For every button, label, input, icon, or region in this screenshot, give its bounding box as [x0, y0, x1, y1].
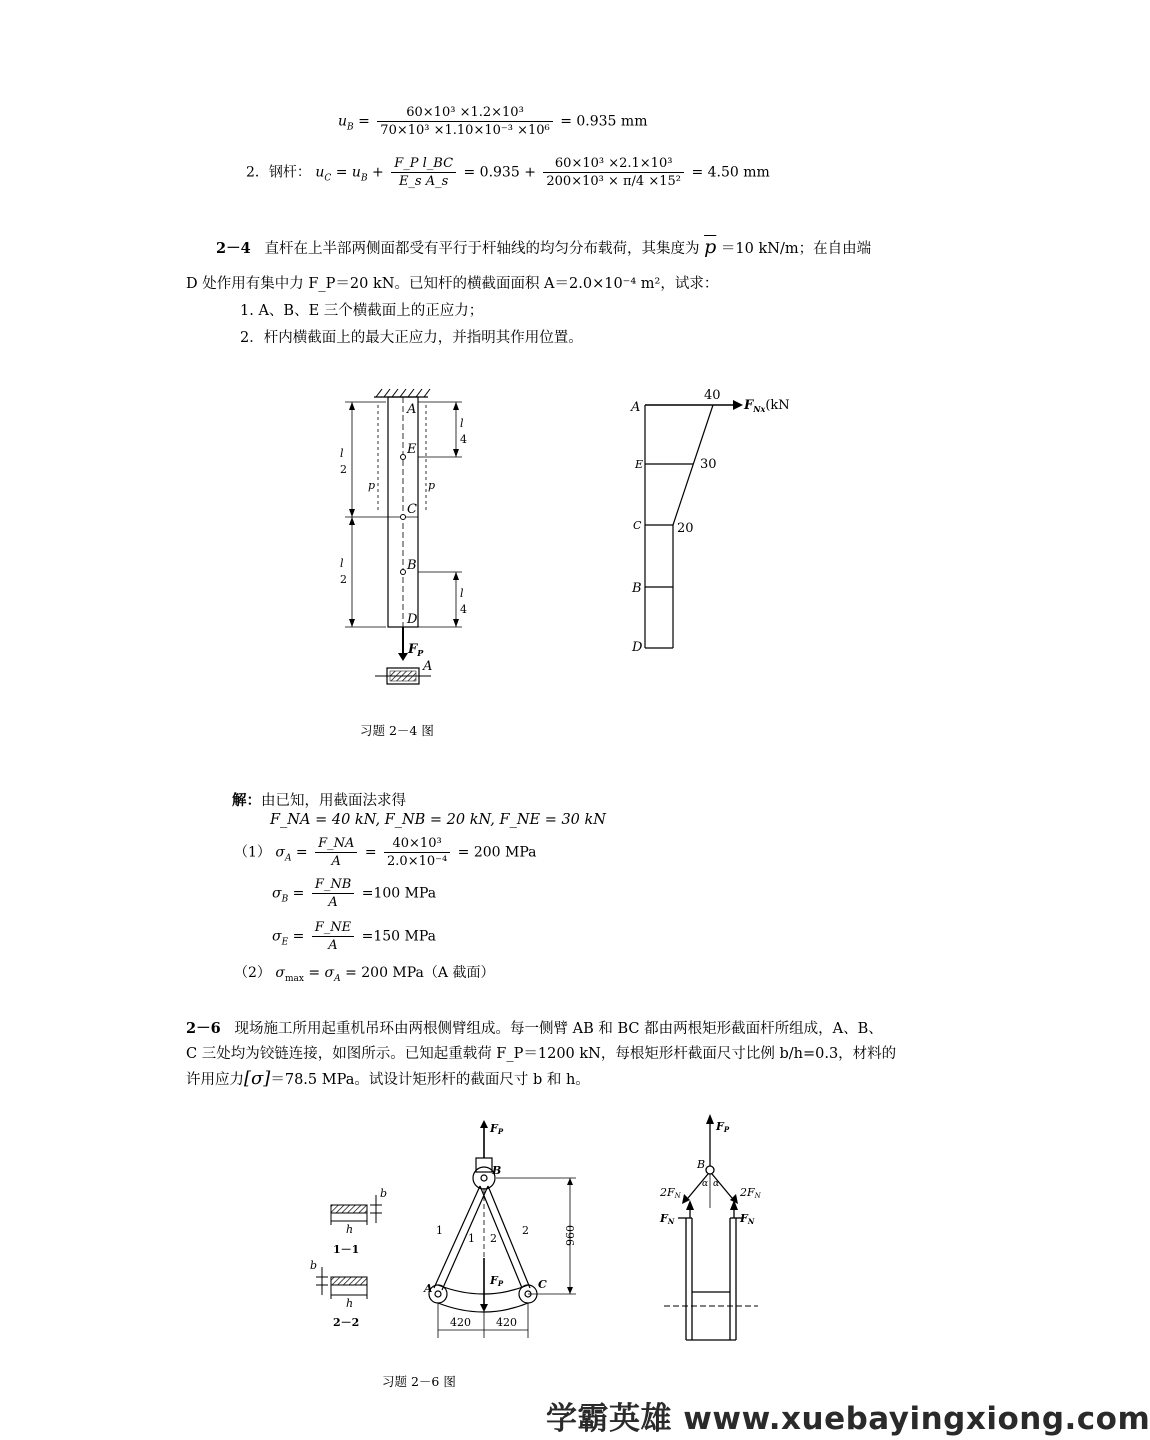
problem-2-6-line2: C 三处均为铰链连接，如图所示。已知起重载荷 F_P＝1200 kN，每根矩形杆截面尺寸比例 b/h=0.3，材料的 [186, 1046, 897, 1062]
uC-fraction-2 [543, 155, 684, 190]
sigmaA-frac1 [315, 835, 357, 870]
fb-FN-left: FN [660, 1212, 675, 1226]
sigma-max-eq [234, 962, 494, 984]
figure-2-6-freebody [650, 1112, 780, 1362]
uC-result: = 4.50 mm [691, 164, 770, 181]
fig24-l-right-bottom: l [460, 587, 464, 600]
p-value: ＝10 kN/m；在自由端 [720, 241, 872, 257]
crane-A: A [424, 1282, 433, 1295]
problem-2-4-q1: 1. A、B、E 三个横截面上的正应力； [240, 303, 484, 319]
fig24-label-C: C [407, 502, 417, 517]
solution-forces: F_NA = 40 kN, F_NB = 20 kN, F_NE = 30 kN [270, 812, 606, 828]
uB-fraction [377, 104, 552, 139]
uC-mid-sub: B [360, 173, 368, 184]
problem-2-6-line1 [186, 1020, 883, 1038]
uB-result: = 0.935 mm [560, 113, 648, 130]
crane-FP-top: FP [490, 1122, 504, 1136]
sigmaA-lhs: σ [275, 844, 285, 861]
watermark: 学霸英雄 www.xuebayingxiong.com [546, 1401, 1150, 1437]
problem-2-4-line1 [216, 238, 871, 258]
axial-axis-label: $F_{Nx}(kN$ [744, 398, 790, 414]
fb-2FN-left: 2FN [660, 1186, 681, 1200]
fig24-2-upper: 2 [340, 463, 347, 476]
sigmaB-sub: B [281, 894, 289, 905]
uC-frac1-num: F_P l_BC [391, 155, 456, 173]
axial-point-B: B [632, 581, 642, 596]
figure-2-6-crane [410, 1118, 595, 1346]
equation-uC: 2．钢杆： $u_C = u_B$ + $\frac{\text{F\_P l\_BC}}{\text{E\_s A\_s}}$ = 0.935 + $\frac{\text{60×10³ ×2.1×10³}}{\text{200×10³ × π/4 ×15²}}$ = 4.50 mm [246, 156, 770, 189]
uB-num: 60×10³ ×1.2×10³ [377, 104, 552, 122]
solution-label: 解： [232, 792, 261, 809]
sigmaA-frac2 [384, 835, 450, 870]
sigma-A-eq: （1） $\sigma_A$ = $\frac{F\_NA}{A}$ = $\frac{\text{40×10³}}{\text{2.0×10⁻⁴}}$ = 200 MPa [234, 836, 537, 869]
fb-FP: FP [716, 1120, 730, 1134]
fig24-label-E: E [407, 442, 417, 457]
sigma-B-eq: $\sigma_B$ = $\frac{F\_NB}{A}$ =100 MPa [272, 877, 437, 910]
uC-frac1-den: E_s A_s [398, 174, 449, 189]
sigmaA-frac1-den: A [331, 854, 341, 869]
fig24-p-right: p [428, 479, 436, 492]
problem-2-6-text3b: ＝78.5 MPa。试设计矩形杆的截面尺寸 b 和 h。 [270, 1072, 590, 1088]
uC-sub: C [324, 173, 332, 184]
crane-C: C [538, 1278, 547, 1291]
axis-arrow-icon [733, 400, 743, 410]
problem-2-6-line3 [186, 1070, 590, 1089]
problem-2-4-text1: 直杆在上半部两侧面都受有平行于杆轴线的均匀分布载荷，其集度为 [264, 241, 700, 257]
crane-2-inner: 2 [490, 1232, 497, 1245]
fig24-p-left: p [368, 479, 376, 492]
fig24-l-right-top: l [460, 417, 464, 430]
crane-2-right: 2 [522, 1224, 529, 1237]
fp-down-arrow-icon [480, 1304, 488, 1312]
uC-frac2-den: 200×10³ × π/4 ×15² [546, 174, 681, 189]
problem-2-6-text3a: 许用应力 [186, 1072, 244, 1088]
crane-B: B [492, 1164, 502, 1177]
sigmaE-result: =150 MPa [361, 928, 436, 945]
crane-dim-960: 960 [564, 1225, 577, 1246]
solution-2-4-intro [232, 792, 406, 810]
sigmaA-result: = 200 MPa [457, 844, 537, 861]
fig24-FP: $F_P$ [408, 642, 424, 658]
smax-sub: max [284, 973, 304, 984]
axial-value-C: 20 [677, 521, 694, 536]
fig24-l-upper: l [340, 447, 344, 460]
sigmaB-lhs: σ [272, 885, 282, 902]
problem-2-4-number: 2－4 [216, 240, 251, 257]
sigmaB-frac [312, 876, 354, 911]
uC-val: = 0.935 + [463, 164, 536, 181]
crane-dim-420-left: 420 [450, 1316, 471, 1329]
axial-point-E: E [635, 458, 644, 471]
sec11-h: h [346, 1223, 354, 1236]
axial-value-A: 40 [704, 388, 721, 403]
caption-2-6: 习题 2－6 图 [382, 1374, 456, 1389]
sigmaB-frac-den: A [328, 895, 338, 910]
sec22-label: 2－2 [333, 1316, 360, 1329]
sec22-h: h [346, 1297, 354, 1310]
sec11-b: b [380, 1187, 388, 1200]
sigmaB-result: =100 MPa [361, 885, 437, 902]
fb-alpha-right: α [713, 1179, 720, 1189]
uC-mid: = u [335, 164, 361, 181]
fp-up-arrow-icon [480, 1120, 488, 1128]
figure-2-4-bar [330, 385, 480, 695]
caption-2-4: 习题 2－4 图 [360, 723, 434, 738]
sec22-b: b [310, 1259, 318, 1272]
sigmaE-sub: E [281, 937, 289, 948]
sigmaA-frac2-den: 2.0×10⁻⁴ [387, 854, 448, 869]
fb-alpha-left: α [702, 1179, 709, 1189]
sigmaE-frac-den: A [328, 938, 338, 953]
fb-FN-right: FN [740, 1212, 755, 1226]
fig24-4-right-bottom: 4 [460, 603, 467, 616]
fb-2FN-right: 2FN [740, 1186, 761, 1200]
smax-eq: = σ [308, 965, 335, 981]
axial-point-A: A [631, 400, 641, 415]
sigmaE-lhs: σ [272, 928, 282, 945]
sigmaA-frac1-num: F_NA [315, 835, 357, 853]
axial-point-D: D [632, 640, 643, 655]
smax-result: = 200 MPa（A 截面） [345, 965, 495, 981]
p-symbol: $\overline{p}$ [704, 236, 717, 258]
sigmaA-sub: A [284, 853, 292, 864]
s1-label: （1） [234, 844, 271, 861]
fb-B: B [697, 1158, 706, 1171]
allowable-stress-symbol: [σ] [244, 1068, 271, 1089]
sigmaA-frac2-num: 40×10³ [384, 835, 450, 853]
uC-fraction-1 [391, 155, 456, 190]
axial-value-E: 30 [700, 457, 717, 472]
fig24-label-D: D [407, 612, 418, 627]
uB-den: 70×10³ ×1.10×10⁻³ ×10⁶ [380, 123, 550, 138]
sec11-label: 1－1 [333, 1243, 360, 1256]
fig24-label-B: B [407, 558, 417, 573]
problem-2-4-q2: 2．杆内横截面上的最大正应力，并指明其作用位置。 [240, 330, 583, 346]
sigmaB-frac-num: F_NB [312, 876, 354, 894]
equation-uB: $u_B$ = $\frac{\text{60×10³ ×1.2×10³}}{\text{70×10³ ×1.10×10⁻³ ×10⁶}}$ = 0.935 mm [338, 105, 648, 138]
s2-label: （2） [234, 965, 271, 981]
fig24-4-right-top: 4 [460, 433, 467, 446]
uB-lhs: u [338, 113, 348, 130]
figure-2-6-sections [300, 1175, 390, 1335]
fig24-A-section: A [423, 659, 433, 674]
item2-label: 2．钢杆： [246, 164, 311, 181]
smax-eq-sub: A [334, 973, 341, 984]
problem-2-6-number: 2－6 [186, 1020, 221, 1037]
crane-FP-bottom: FP [490, 1274, 504, 1288]
problem-2-6-text1: 现场施工所用起重机吊环由两根侧臂组成。每一侧臂 AB 和 BC 都由两根矩形截面杆所组成，A、B、 [234, 1021, 883, 1037]
crane-dim-420-right: 420 [496, 1316, 517, 1329]
uB-sub: B [347, 122, 354, 133]
solution-intro-text: 由已知，用截面法求得 [261, 793, 406, 809]
smax-lhs: σ [275, 965, 285, 981]
problem-2-4-line2: D 处作用有集中力 F_P＝20 kN。已知杆的横截面面积 A＝2.0×10⁻⁴ m²，试求： [186, 276, 719, 292]
axial-point-C: C [633, 519, 642, 532]
sigmaE-frac-num: F_NE [312, 919, 354, 937]
sigma-E-eq: $\sigma_E$ = $\frac{F\_NE}{A}$ =150 MPa [272, 920, 436, 953]
axial-force-diagram [625, 385, 795, 660]
fig24-label-A: A [407, 402, 417, 417]
fig24-l-lower: l [340, 557, 344, 570]
uC-lhs: u [315, 164, 325, 181]
uC-frac2-num: 60×10³ ×2.1×10³ [543, 155, 684, 173]
sigmaE-frac [312, 919, 354, 954]
fig24-2-lower: 2 [340, 573, 347, 586]
crane-1-inner: 1 [468, 1232, 475, 1245]
crane-1-left: 1 [436, 1224, 443, 1237]
